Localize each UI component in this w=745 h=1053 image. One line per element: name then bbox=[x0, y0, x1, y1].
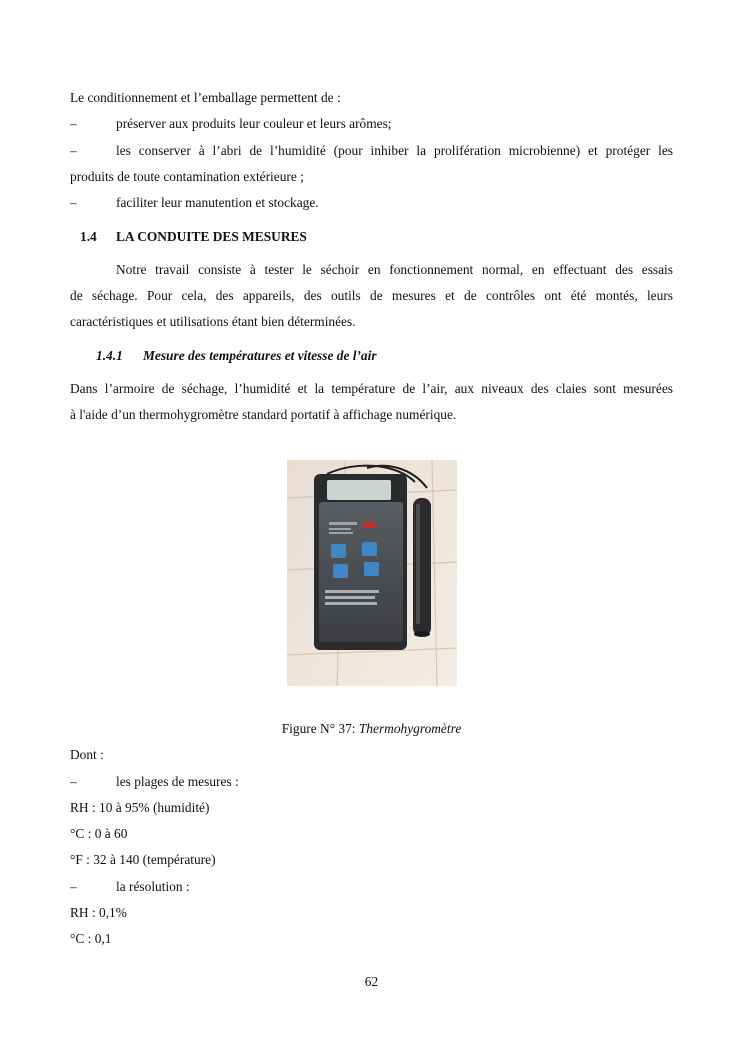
resolution-item: °C : 0,1 bbox=[70, 931, 112, 946]
section-title: LA CONDUITE DES MESURES bbox=[116, 229, 307, 244]
paragraph-line: à l'aide d’un thermohygromètre standard portatif à affichage numérique. bbox=[70, 407, 457, 422]
list-item: préserver aux produits leur couleur et leurs arômes; bbox=[116, 116, 392, 131]
caption-title: Thermohygromètre bbox=[358, 721, 462, 736]
section-heading bbox=[80, 229, 307, 245]
range-item: RH : 10 à 95% (humidité) bbox=[70, 800, 210, 815]
subsection-heading bbox=[96, 348, 377, 364]
bullet-dash: – bbox=[70, 774, 77, 789]
subsection-title: Mesure des températures et vitesse de l’air bbox=[143, 348, 377, 363]
range-item: °C : 0 à 60 bbox=[70, 826, 128, 841]
paragraph-line: de séchage. Pour cela, des appareils, des outils de mesures et de contrôles ont été montés, leurs bbox=[70, 288, 673, 303]
ranges-label: les plages de mesures : bbox=[116, 774, 239, 789]
dont-label: Dont : bbox=[70, 747, 104, 762]
list-item-continuation: produits de toute contamination extérieure ; bbox=[70, 169, 304, 184]
caption-prefix: Figure N° 37: bbox=[281, 721, 359, 736]
bullet-dash: – bbox=[70, 143, 77, 158]
thermohygrometer-photo bbox=[287, 460, 457, 686]
list-item: faciliter leur manutention et stockage. bbox=[116, 195, 319, 210]
figure-caption bbox=[70, 721, 673, 737]
bullet-dash: – bbox=[70, 195, 77, 210]
paragraph-line: Dans l’armoire de séchage, l’humidité et la température de l’air, aux niveaux des claies sont mesurées bbox=[70, 381, 673, 396]
bullet-dash: – bbox=[70, 879, 77, 894]
resolution-label: la résolution : bbox=[116, 879, 190, 894]
paragraph-line: caractéristiques et utilisations étant bien déterminées. bbox=[70, 314, 356, 329]
resolution-item: RH : 0,1% bbox=[70, 905, 127, 920]
page-number: 62 bbox=[364, 974, 379, 989]
document-page bbox=[70, 0, 673, 1053]
bullet-dash: – bbox=[70, 116, 77, 131]
subsection-number: 1.4.1 bbox=[96, 348, 123, 363]
paragraph-line: Notre travail consiste à tester le séchoir en fonctionnement normal, en effectuant des essais bbox=[116, 262, 673, 277]
list-item: les conserver à l’abri de l’humidité (pour inhiber la prolifération microbienne) et protéger les bbox=[116, 143, 673, 158]
intro-text: Le conditionnement et l’emballage permettent de : bbox=[70, 90, 341, 105]
section-number: 1.4 bbox=[80, 229, 97, 244]
range-item: °F : 32 à 140 (température) bbox=[70, 852, 216, 867]
